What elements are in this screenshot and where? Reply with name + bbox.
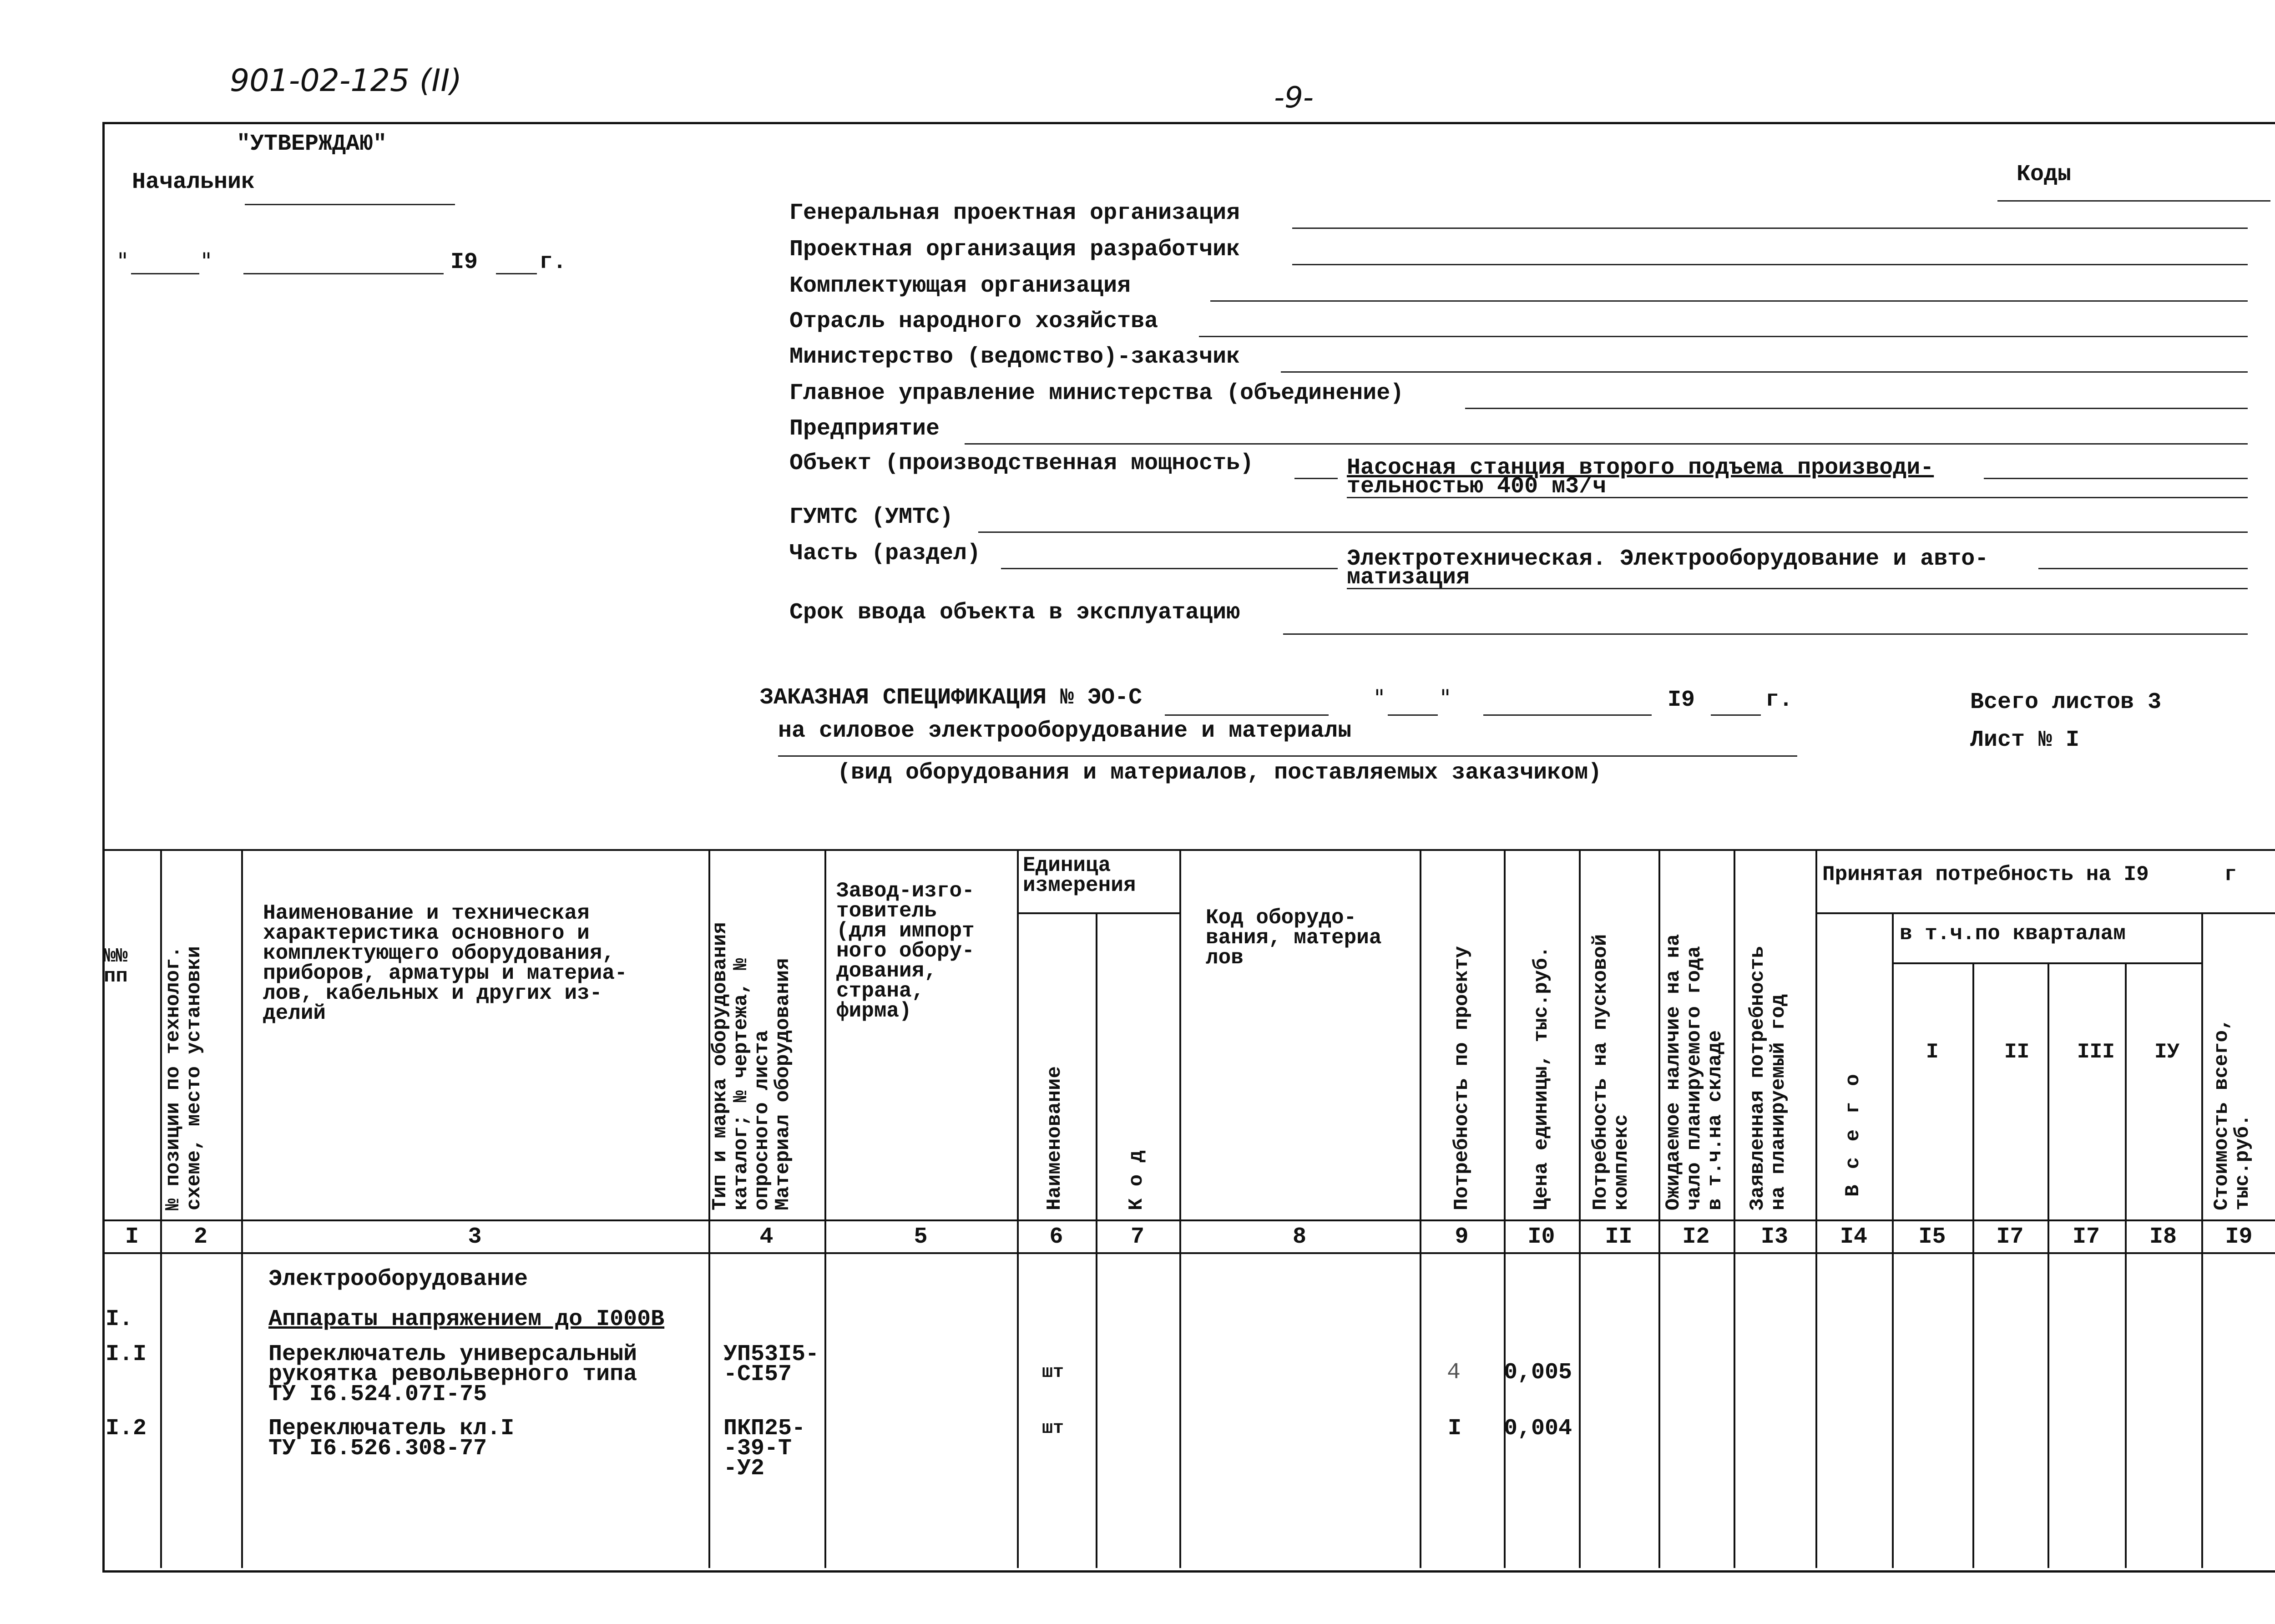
- field-part: Часть (раздел): [789, 541, 981, 567]
- row-price: 0,004: [1504, 1416, 1572, 1442]
- header-quarter-2: II: [2004, 1040, 2030, 1064]
- spec-year-line: [1711, 714, 1761, 716]
- field-object: Объект (производственная мощность): [789, 450, 1254, 476]
- row-number: I.: [106, 1306, 133, 1332]
- sheet-number: Лист № I: [1970, 727, 2080, 753]
- header-type: Тип и марка оборудования каталог; № чертежа, № опросного листа Материал оборудования: [709, 922, 794, 1210]
- header-expected-stock: Ожидаемое наличие на на чало планируемого года в т.ч.на складе: [1662, 934, 1727, 1210]
- column-number: I7: [2072, 1224, 2100, 1250]
- header-name: Наименование и техническая характеристика основного и комплектующего оборудования, приборов, арматуры и материа- лов, кабельных и других из- делий: [263, 901, 627, 1025]
- date-quote-close: ": [201, 248, 212, 274]
- page-number: -9-: [1274, 81, 1314, 115]
- chief-signature-line: [245, 204, 455, 205]
- column-number: I8: [2149, 1224, 2177, 1250]
- column-number: 5: [914, 1224, 928, 1250]
- header-unit-group: Единица измерения: [1023, 854, 1136, 897]
- row-name: Переключатель кл.I ТУ I6.526.308-77: [268, 1416, 515, 1462]
- field-object-value-2: тельностью 400 м3/ч: [1347, 474, 1607, 500]
- codes-line: [1997, 200, 2270, 202]
- header-row-number: №№ пп: [104, 945, 128, 988]
- header-quarter-4: IУ: [2154, 1040, 2180, 1064]
- field-part-value: Электротехническая. Электрооборудование и авто-: [1347, 546, 1989, 572]
- spec-year-suffix: г.: [1765, 687, 1793, 713]
- spec-month-line: [1483, 714, 1652, 716]
- row-quantity: 4: [1447, 1360, 1461, 1386]
- spec-note: (вид оборудования и материалов, поставляемых заказчиком): [837, 760, 1602, 786]
- header-manufacturer: Завод-изго- товитель (для импорт ного обору- дования, страна, фирма): [836, 879, 975, 1023]
- field-main-department: Главное управление министерства (объединение): [789, 380, 1404, 406]
- chief-label: Начальник: [132, 169, 255, 195]
- spec-year-prefix: I9: [1668, 687, 1695, 713]
- field-line: [1984, 478, 2248, 479]
- field-object-value: Насосная станция второго подъема производи-: [1347, 455, 1934, 481]
- field-line: [1283, 633, 2248, 635]
- column-number: 7: [1130, 1224, 1144, 1250]
- spec-quote-open: ": [1374, 685, 1385, 711]
- date-month-line: [243, 273, 444, 274]
- quarters-group-divider: [1892, 962, 2201, 964]
- col-divider: [1658, 849, 1660, 1568]
- row-unit: шт: [1042, 1418, 1064, 1439]
- field-commissioning: Срок ввода объекта в эксплуатацию: [789, 600, 1240, 626]
- header-unit-name: Наименование: [1043, 1066, 1066, 1210]
- column-number: I: [125, 1224, 139, 1250]
- header-bottom-border: [102, 1219, 2275, 1221]
- spec-subject: на силовое электрооборудование и материалы: [778, 718, 1352, 744]
- col-divider: [1420, 849, 1421, 1568]
- column-number: I2: [1682, 1224, 1710, 1250]
- field-line: [1199, 336, 2248, 337]
- field-line: [1001, 568, 1338, 569]
- spec-title: ЗАКАЗНАЯ СПЕЦИФИКАЦИЯ № ЭО-С: [760, 685, 1143, 711]
- column-number: I3: [1760, 1224, 1788, 1250]
- unit-group-divider: [1017, 912, 1181, 914]
- year-prefix: I9: [450, 249, 478, 275]
- col-divider: [1972, 962, 1974, 1568]
- field-line: [2038, 568, 2248, 569]
- date-quote-open: ": [117, 248, 128, 274]
- header-quarter-1: I: [1926, 1040, 1939, 1064]
- column-number: I4: [1840, 1224, 1867, 1250]
- col-divider: [1815, 849, 1817, 1568]
- date-day-line: [131, 273, 199, 274]
- field-gumts: ГУМТС (УМТС): [789, 504, 954, 530]
- column-number: II: [1605, 1224, 1633, 1250]
- col-divider: [824, 849, 826, 1568]
- col-divider: [1734, 849, 1735, 1568]
- field-line: [1465, 408, 2248, 409]
- col-divider: [2125, 962, 2127, 1568]
- column-number: 6: [1049, 1224, 1063, 1250]
- column-number: 3: [468, 1224, 482, 1250]
- field-line: [1347, 588, 2248, 589]
- section-title: Электрооборудование: [268, 1266, 528, 1292]
- header-position: № позиции по технолог. схеме, место установки: [162, 946, 206, 1210]
- field-part-value-2: матизация: [1347, 565, 1470, 591]
- field-design-org: Проектная организация разработчик: [789, 237, 1240, 263]
- row-type: УП53I5- -СI57: [723, 1341, 819, 1387]
- row-quantity: I: [1448, 1416, 1462, 1442]
- spec-subject-line: [778, 755, 1797, 757]
- field-supplier-org: Комплектующая организация: [789, 273, 1131, 299]
- field-line: [1294, 478, 1338, 479]
- header-quarter-3: III: [2077, 1040, 2115, 1064]
- accepted-group-divider: [1815, 912, 2275, 914]
- header-declared-need: Заявленная потребность на планируемый год: [1746, 946, 1790, 1210]
- row-unit: шт: [1042, 1362, 1064, 1383]
- year-suffix: г.: [539, 249, 567, 275]
- spec-number-line: [1165, 714, 1329, 716]
- document-number: 901-02-125 (II): [230, 63, 462, 99]
- spec-day-line: [1388, 714, 1438, 716]
- row-type: ПКП25- -39-Т -У2: [723, 1416, 806, 1482]
- column-number: 2: [193, 1224, 207, 1250]
- spec-quote-close: ": [1440, 685, 1451, 711]
- field-line: [1292, 264, 2248, 265]
- row-price: 0,005: [1504, 1360, 1572, 1386]
- field-line: [1347, 497, 2248, 498]
- header-quarters-group: в т.ч.по кварталам: [1900, 922, 2126, 946]
- column-number: I9: [2225, 1224, 2253, 1250]
- total-sheets: Всего листов 3: [1970, 689, 2162, 715]
- col-divider: [2048, 962, 2049, 1568]
- field-enterprise: Предприятие: [789, 416, 940, 442]
- col-divider: [1017, 849, 1019, 1568]
- field-line: [965, 443, 2248, 445]
- table-top-border: [102, 849, 2275, 851]
- column-number: 9: [1455, 1224, 1469, 1250]
- field-line: [1281, 371, 2248, 373]
- header-equipment-code: Код оборудо- вания, материа лов: [1206, 906, 1382, 970]
- col-divider: [1579, 849, 1581, 1568]
- column-number: 8: [1292, 1224, 1306, 1250]
- col-divider: [241, 849, 243, 1568]
- column-number: 4: [759, 1224, 774, 1250]
- header-total-cost: Стоимость всего, тыс.руб.: [2210, 1018, 2254, 1210]
- header-accepted-group: Принятая потребность на I9 г: [1822, 863, 2237, 886]
- col-divider: [1504, 849, 1506, 1568]
- field-line: [1210, 300, 2248, 302]
- column-number: I7: [1996, 1224, 2024, 1250]
- row-name: Аппараты напряжением до I000В: [268, 1306, 665, 1332]
- header-unit-code: К о д: [1125, 1150, 1148, 1210]
- codes-label: Коды: [2017, 162, 2072, 187]
- row-number: I.I: [106, 1341, 147, 1367]
- column-number: I5: [1918, 1224, 1946, 1250]
- column-number: I0: [1527, 1224, 1555, 1250]
- header-unit-price: Цена единицы, тыс.руб.: [1530, 946, 1553, 1210]
- year-line: [496, 273, 537, 274]
- column-numbers-border: [102, 1252, 2275, 1254]
- field-general-org: Генеральная проектная организация: [789, 200, 1240, 226]
- header-startup-need: Потребность на пусковой комплекс: [1589, 934, 1633, 1210]
- header-total: В с е г о: [1842, 1072, 1865, 1197]
- field-ministry: Министерство (ведомство)-заказчик: [789, 344, 1240, 370]
- header-design-need: Потребность по проекту: [1451, 946, 1473, 1210]
- approval-stamp: "УТВЕРЖДАЮ": [237, 131, 387, 157]
- row-number: I.2: [106, 1416, 147, 1442]
- col-divider: [1179, 849, 1181, 1568]
- field-industry: Отрасль народного хозяйства: [789, 309, 1158, 334]
- row-name: Переключатель универсальный рукоятка револьверного типа ТУ I6.524.07I-75: [268, 1341, 637, 1407]
- field-line: [978, 531, 2248, 533]
- field-line: [1292, 228, 2248, 229]
